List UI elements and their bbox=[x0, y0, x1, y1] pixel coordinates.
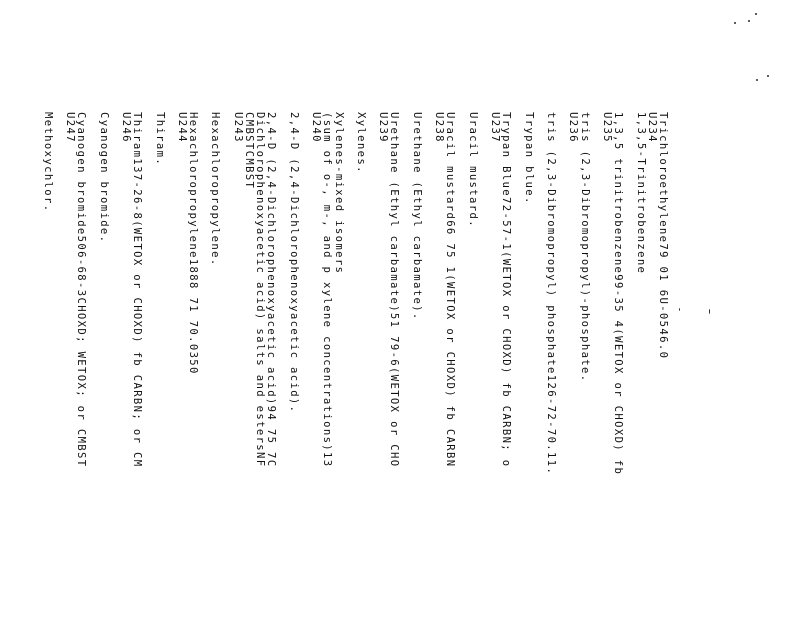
entry-text-line: Xylenes. bbox=[354, 112, 367, 174]
scan-speck bbox=[767, 75, 769, 77]
blank-line bbox=[221, 112, 232, 475]
entry-text-line: Trichloroethylene79 01 6U-0546.0 bbox=[657, 112, 669, 360]
blank-line bbox=[478, 112, 489, 475]
blank-line bbox=[400, 112, 411, 475]
entry-continuation-line: U244 bbox=[175, 112, 188, 143]
entry-continuation-line: CMBSTCMBST bbox=[243, 112, 256, 190]
entry-text-line: tris (2,3-Dibromopropyl) phosphate126-72-70.11. bbox=[545, 112, 558, 476]
entry-continuation-line: U235 bbox=[601, 112, 614, 143]
blank-line bbox=[276, 112, 287, 475]
entry-continuation-line: U247 bbox=[64, 112, 77, 143]
entry-text-line: Urethane (Ethyl carbamate). bbox=[410, 112, 423, 321]
blank-line bbox=[455, 112, 466, 475]
entry-text-line: Cyanogen bromide. bbox=[97, 112, 110, 244]
entry-continuation-line: U234 bbox=[645, 112, 658, 143]
entry-text-line: tris (2,3-Dibromopropyl)-phosphate. bbox=[578, 112, 591, 383]
entry-text-line: Trypan Blue72-57-1(WETOX or CHOXD) fb CARBN; o bbox=[500, 112, 513, 468]
entry-text-line: 2,4-D (2,4-Dichlorophenoxyacetic acid)94 75 7C bbox=[265, 112, 278, 468]
entry-text-line: Uracil mustard. bbox=[466, 112, 479, 228]
scan-speck bbox=[709, 309, 710, 314]
blank-line bbox=[366, 112, 377, 475]
entry-text-line: Thiram. bbox=[153, 112, 166, 167]
scan-speck bbox=[734, 22, 736, 24]
scan-speck bbox=[748, 20, 750, 22]
blank-line bbox=[344, 112, 355, 475]
blank-line bbox=[165, 112, 176, 475]
blank-line bbox=[142, 112, 153, 475]
entry-text-line: Methoxychlor. bbox=[41, 112, 54, 213]
scan-speck bbox=[756, 79, 758, 81]
blank-line bbox=[86, 112, 97, 475]
scan-speck bbox=[755, 13, 757, 15]
blank-line bbox=[590, 112, 601, 475]
rotated-text-block bbox=[42, 112, 669, 475]
entry-text-line: Thiram137-26-8(WETOX or CHOXD) fb CARBN; or CM bbox=[131, 112, 144, 468]
entry-text-line: 1,3,5 trinitrobenzene99-35 4(WETOX or CHOXD) fb bbox=[612, 112, 625, 476]
entry-text-line: Hexachloropropylene1888 71 70.0350 bbox=[187, 112, 200, 375]
entry-continuation-line: Dichlorophenoxyacetic acid) salts and estersNF bbox=[254, 112, 267, 468]
blank-line bbox=[511, 112, 522, 475]
entry-text-line: Cyanogen bromide506-68-3CHOXD; WETOX; or CMBST bbox=[75, 112, 88, 468]
entry-continuation-line: U238 bbox=[433, 112, 446, 143]
entry-continuation-line: U239 bbox=[377, 112, 390, 143]
entry-continuation-line: 1,3,5-Trinitrobenzene bbox=[634, 112, 647, 275]
blank-line bbox=[556, 112, 567, 475]
scan-speck bbox=[679, 308, 680, 311]
entry-text-line: Trypan blue. bbox=[522, 112, 535, 205]
entry-text-line: Hexachloropropylene. bbox=[209, 112, 222, 267]
blank-line bbox=[422, 112, 433, 475]
entry-text-line: 2,4-D (2,4-Dichlorophenoxyacetic acid). bbox=[287, 112, 300, 414]
blank-line bbox=[198, 112, 209, 475]
entry-continuation-line: U240 bbox=[310, 112, 323, 143]
entry-continuation-line: U236 bbox=[567, 112, 580, 143]
entry-text-line: Uracil mustard66 75 1(WETOX or CHOXD) fb CARBN bbox=[444, 112, 457, 468]
entry-text-line: Xylenes-mixed isomers bbox=[332, 112, 345, 275]
entry-continuation-line: U237 bbox=[489, 112, 502, 143]
blank-line bbox=[534, 112, 545, 475]
entry-continuation-line: U246 bbox=[120, 112, 132, 143]
blank-line bbox=[53, 112, 64, 475]
blank-line bbox=[109, 112, 120, 475]
entry-continuation-line: U243 bbox=[231, 112, 244, 143]
entry-continuation-line: (sum of o-, m-, and p xylene concentrations)13 bbox=[321, 112, 334, 468]
blank-line bbox=[623, 112, 634, 475]
blank-line bbox=[299, 112, 310, 475]
entry-text-line: Urethane (Ethyl carbamate)51 79-6(WETOX or CHO bbox=[388, 112, 401, 468]
